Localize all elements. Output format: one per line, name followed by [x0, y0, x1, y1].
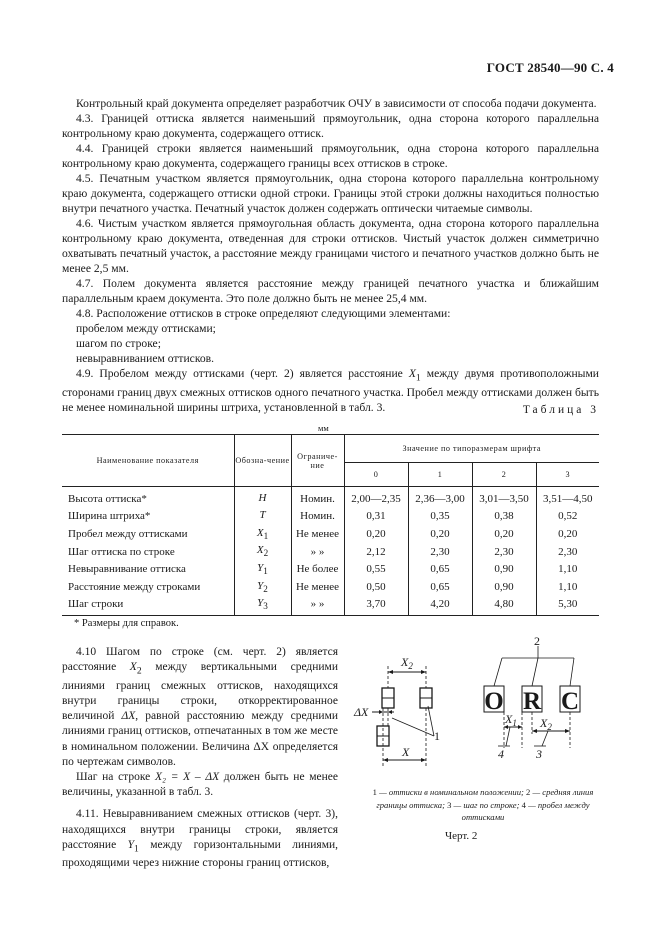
label-x2-right: $X_2$: [540, 716, 552, 732]
cell-name: Шаг строки: [62, 596, 234, 616]
label-3: 3: [536, 747, 542, 761]
table-3: [62, 434, 599, 616]
cell-limit: Номин.: [291, 487, 344, 508]
table-row: [62, 578, 599, 596]
cell-value-size-2: 0,38: [472, 508, 536, 526]
cell-value-size-0: 0,55: [344, 560, 408, 578]
header-size-1: 1: [408, 463, 472, 487]
table-row: [62, 487, 599, 508]
table-row: [62, 596, 599, 616]
cell-limit: » »: [291, 596, 344, 616]
cell-symbol: $Y_3$: [234, 596, 291, 616]
cell-value-size-1: 4,20: [408, 596, 472, 616]
paragraph-step: Шаг на строке X₂ = X – ΔX должен быть не менее величины, указанной в табл. 3.: [62, 770, 339, 799]
paragraph-4-8: 4.8. Расположение оттисков в строке определяют следующими элементами:: [76, 307, 451, 320]
label-1: 1: [434, 729, 440, 743]
cell-value-size-3: 1,10: [558, 580, 578, 593]
cell-value-size-1: 0,20: [408, 525, 472, 543]
cell-value-size-1: 0,65: [408, 578, 472, 596]
cell-name: Пробел между оттисками: [62, 525, 234, 543]
cell-limit: Не менее: [291, 578, 344, 596]
glyph-c: C: [560, 688, 580, 715]
label-4: 4: [498, 747, 504, 761]
cell-value-size-3: 3,51—4,50: [543, 492, 593, 505]
paragraph-4-9: 4.9. Пробелом между оттисками (черт. 2) является расстояние $X_1$ между двумя противоположными сторонами границ двух смежных оттисков одного печатного участка. Пробел между оттисками должен быть не менее номинальной ширины штриха, установленной в табл. 3.: [62, 367, 599, 415]
cell-limit: Не менее: [291, 525, 344, 543]
label-x1-right: $X_1$: [505, 712, 517, 728]
cell-value-size-3: 0,20: [558, 527, 578, 540]
paragraph-4-4: 4.4. Границей строки является наименьший прямоугольник, одна сторона которого параллельна контрольному краю документа, содержащего границы всех оттисков в строке.: [62, 142, 599, 170]
cell-value-size-2: 3,01—3,50: [472, 487, 536, 508]
cell-value-size-0: 3,70: [344, 596, 408, 616]
table-row: [62, 508, 599, 526]
cell-symbol: $Y_1$: [234, 560, 291, 578]
cell-value-size-0: 0,20: [344, 525, 408, 543]
cell-symbol: H: [234, 487, 291, 508]
table-caption: Таблица 3: [522, 404, 599, 416]
paragraph-4-5: 4.5. Печатным участком является прямоугольник, одна сторона которого параллельна контрольному краю документа, содержащего оттиски одной строки. Границы этой строки должны находиться полностью внутри печатного участка. Печатный участок должен содержать оптически читаемые символы.: [62, 172, 599, 215]
cell-value-size-2: 0,90: [472, 578, 536, 596]
glyph-o: O: [484, 688, 504, 715]
header-size-3: 3: [536, 463, 599, 487]
label-x: X: [402, 745, 410, 759]
cell-symbol: $X_2$: [234, 543, 291, 561]
cell-value-size-1: 0,35: [408, 508, 472, 526]
label-delta-x: ΔX: [354, 705, 369, 719]
figure-title: Черт. 2: [445, 830, 478, 842]
table-row: [62, 525, 599, 543]
paragraph-4-7: 4.7. Полем документа является расстояние между границей печатного участка и ближайшим параллельным краем документа. Это поле должно быть не менее 25,4 мм.: [62, 277, 599, 305]
paragraph-4-11: 4.11. Невыравниванием смежных оттисков (черт. 3), находящихся внутри границы строки, является расстояние $Y_1$ между горизонтальными линиями, проходящими через нижние стороны границ оттисков,: [62, 808, 339, 870]
header-group: Значение по типоразмерам шрифта: [344, 435, 599, 463]
table-unit: мм: [318, 423, 329, 433]
label-2: 2: [534, 636, 540, 648]
cell-value-size-3: 5,30: [536, 596, 599, 616]
paragraph-4-3: 4.3. Границей оттиска является наименьший прямоугольник, одна сторона которого параллельна контрольному краю документа, содержащего оттиск.: [62, 112, 599, 140]
cell-name: Высота оттиска*: [62, 487, 234, 508]
cell-symbol: $X_1$: [234, 525, 291, 543]
list-item: невыравниванием оттисков.: [76, 352, 215, 365]
cell-symbol: T: [234, 508, 291, 526]
left-column-text: [62, 645, 338, 871]
figure-caption: 1 — оттиски в номинальном положении; 2 — средняя линия границы оттиска; 3 — шаг по строке; 4 — пробел между оттисками: [372, 787, 594, 822]
cell-name: Ширина штриха*: [62, 508, 234, 526]
cell-value-size-1: 2,30: [408, 543, 472, 561]
table-row: [62, 560, 599, 578]
cell-value-size-1: 2,36—3,00: [408, 487, 472, 508]
cell-name: Невыравнивание оттиска: [62, 560, 234, 578]
paragraph: Контрольный край документа определяет разработчик ОЧУ в зависимости от способа подачи документа.: [76, 97, 597, 110]
cell-value-size-1: 0,65: [408, 560, 472, 578]
cell-value-size-2: 0,20: [472, 525, 536, 543]
cell-limit: » »: [291, 543, 344, 561]
cell-value-size-2: 0,90: [472, 560, 536, 578]
figure-2-drawing: [352, 636, 600, 776]
cell-name: Шаг оттиска по строке: [62, 543, 234, 561]
footnote: * Размеры для справок.: [74, 618, 179, 629]
list-item: пробелом между оттисками;: [76, 322, 216, 335]
cell-value-size-0: 2,00—2,35: [344, 487, 408, 508]
cell-value-size-3: 0,52: [558, 510, 578, 523]
cell-symbol: $Y_2$: [234, 578, 291, 596]
cell-limit: Не более: [291, 560, 344, 578]
page-header: ГОСТ 28540—90 С. 4: [486, 60, 614, 75]
list-item: шагом по строке;: [76, 337, 161, 350]
paragraph-4-10: 4.10 Шагом по строке (см. черт. 2) является расстояние $X_2$ между вертикальными средними линиями границ смежных оттисков, находящихся внутри границы строки, откорректированное величиной ΔX, равной расстоянию между средними линиями границ оттисков, отпечатанных в том же месте в номинальном положении. Величина ΔX определяется по чертежам символов.: [62, 646, 339, 768]
header-limit: Ограниче-ние: [291, 435, 344, 487]
header-size-2: 2: [472, 463, 536, 487]
paragraph-4-6: 4.6. Чистым участком является прямоугольная область документа, одна сторона которого параллельна контрольному краю документа, отведенная для строки оттисков. Чистый участок должен симметрично охватывать печатный участок, а расстояние между границами чистого и печатного участков должно быть не менее 2,5 мм.: [62, 217, 599, 275]
body-text: [62, 96, 599, 415]
cell-value-size-0: 2,12: [344, 543, 408, 561]
cell-value-size-2: 4,80: [472, 596, 536, 616]
cell-name: Расстояние между строками: [62, 578, 234, 596]
cell-value-size-2: 2,30: [472, 543, 536, 561]
cell-value-size-3: 1,10: [558, 563, 578, 576]
cell-value-size-0: 0,31: [344, 508, 408, 526]
glyph-r: R: [522, 688, 542, 715]
header-symbol: Обозна-чение: [234, 435, 291, 487]
cell-value-size-3: 2,30: [558, 545, 578, 558]
header-name: Наименование показателя: [62, 435, 234, 487]
table-row: [62, 543, 599, 561]
cell-value-size-0: 0,50: [344, 578, 408, 596]
label-x2: $X_2$: [401, 655, 413, 671]
cell-limit: Номин.: [291, 508, 344, 526]
header-size-0: 0: [344, 463, 408, 487]
